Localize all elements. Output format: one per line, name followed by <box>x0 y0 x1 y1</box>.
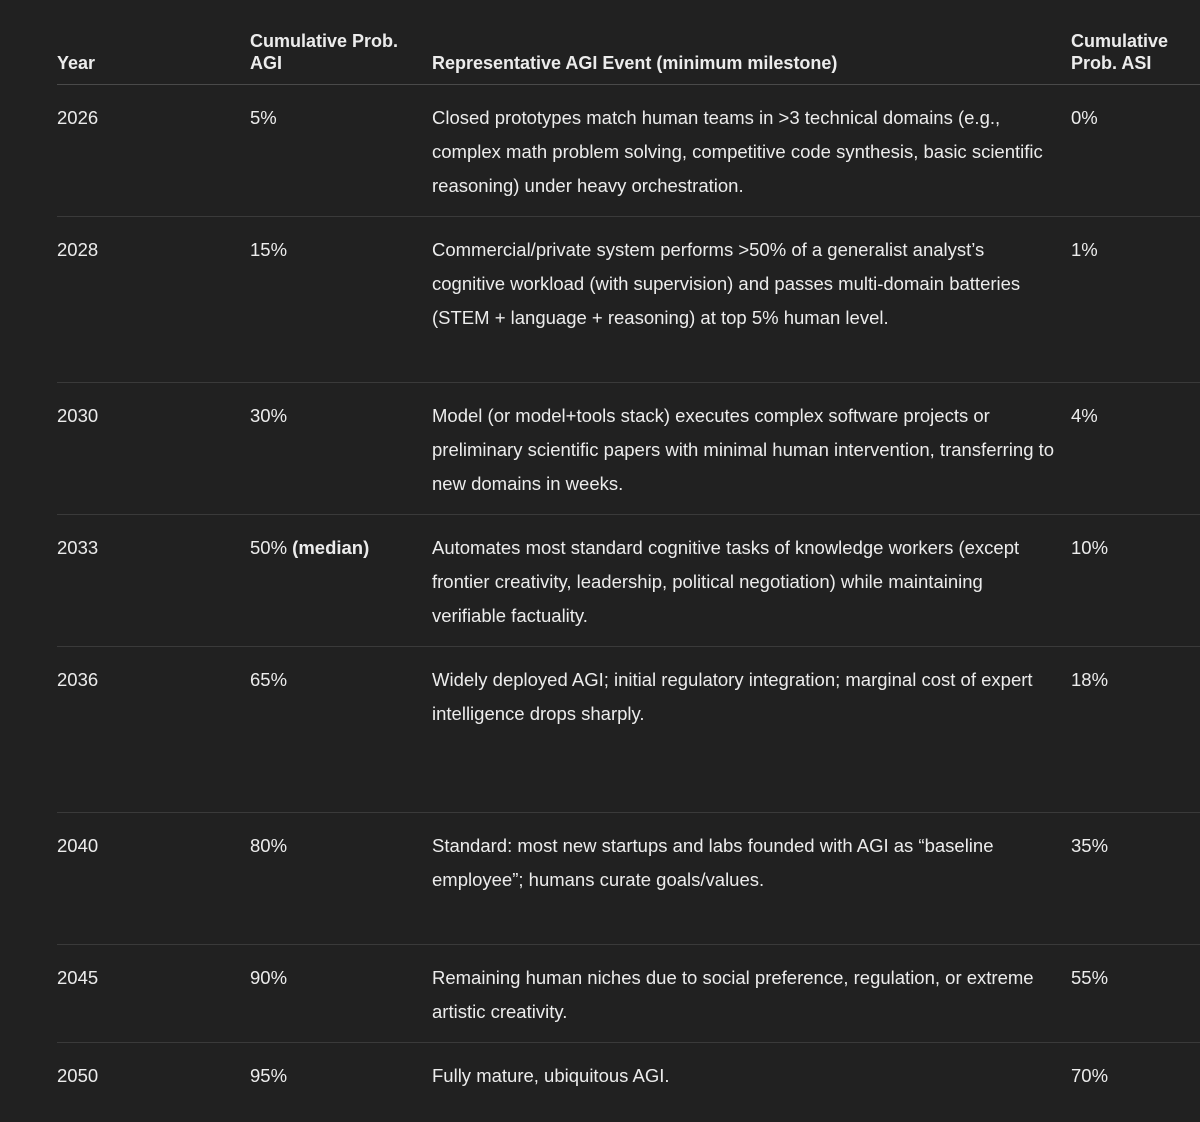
cell-prob-asi: 4% <box>1071 383 1200 515</box>
cell-event: Closed prototypes match human teams in >3 technical domains (e.g., complex math problem solving, competitive code synthesis, basic scientific reasoning) under heavy orchestration. <box>432 85 1071 217</box>
table-row <box>57 383 1200 515</box>
cell-prob-asi: 35% <box>1071 813 1200 945</box>
table-row <box>57 647 1200 813</box>
cell-event: Model (or model+tools stack) executes complex software projects or preliminary scientific papers with minimal human intervention, transferring to new domains in weeks. <box>432 383 1071 515</box>
table-row <box>57 945 1200 1043</box>
table-row <box>57 217 1200 383</box>
prob-agi-note: (median) <box>292 537 370 558</box>
cell-year: 2030 <box>57 383 250 515</box>
cell-prob-agi <box>250 217 432 383</box>
cell-prob-asi: 55% <box>1071 945 1200 1043</box>
prob-agi-value: 30% <box>250 405 288 426</box>
prob-agi-value: 5% <box>250 107 277 128</box>
table-body <box>57 85 1200 1119</box>
cell-prob-agi <box>250 945 432 1043</box>
header-cumulative-prob-agi: Cumulative Prob. AGI <box>250 30 432 85</box>
table-row <box>57 813 1200 945</box>
table-row <box>57 515 1200 647</box>
cell-year: 2045 <box>57 945 250 1043</box>
cell-year: 2036 <box>57 647 250 813</box>
agi-forecast-table <box>57 30 1200 1119</box>
header-representative-event: Representative AGI Event (minimum milestone) <box>432 30 1071 85</box>
cell-prob-agi <box>250 1043 432 1119</box>
cell-prob-agi <box>250 515 432 647</box>
cell-prob-agi <box>250 647 432 813</box>
table-row <box>57 1043 1200 1119</box>
cell-prob-asi: 1% <box>1071 217 1200 383</box>
cell-prob-agi <box>250 813 432 945</box>
prob-agi-value: 80% <box>250 835 288 856</box>
table-header <box>57 30 1200 85</box>
cell-prob-agi <box>250 85 432 217</box>
prob-agi-value: 15% <box>250 239 288 260</box>
cell-year: 2026 <box>57 85 250 217</box>
header-year: Year <box>57 30 250 85</box>
prob-agi-value: 65% <box>250 669 288 690</box>
cell-event: Commercial/private system performs >50% of a generalist analyst’s cognitive workload (with supervision) and passes multi-domain batteries (STEM + language + reasoning) at top 5% human level. <box>432 217 1071 383</box>
cell-event: Remaining human niches due to social preference, regulation, or extreme artistic creativity. <box>432 945 1071 1043</box>
cell-prob-agi <box>250 383 432 515</box>
cell-prob-asi: 70% <box>1071 1065 1109 1086</box>
prob-agi-value: 90% <box>250 967 288 988</box>
cell-year: 2050 <box>57 1065 99 1086</box>
cell-prob-asi: 0% <box>1071 85 1200 217</box>
cell-year: 2033 <box>57 515 250 647</box>
cell-year: 2040 <box>57 813 250 945</box>
cell-year: 2028 <box>57 217 250 383</box>
cell-prob-asi: 10% <box>1071 515 1200 647</box>
cell-event: Standard: most new startups and labs founded with AGI as “baseline employee”; humans curate goals/values. <box>432 813 1071 945</box>
prob-agi-value: 50% <box>250 537 288 558</box>
cell-event: Automates most standard cognitive tasks of knowledge workers (except frontier creativity, leadership, political negotiation) while maintaining verifiable factuality. <box>432 515 1071 647</box>
prob-agi-value: 95% <box>250 1065 288 1086</box>
cell-prob-asi: 18% <box>1071 647 1200 813</box>
table-row <box>57 85 1200 217</box>
cell-event: Fully mature, ubiquitous AGI. <box>432 1065 670 1086</box>
header-cumulative-prob-asi: Cumulative Prob. ASI <box>1071 30 1200 85</box>
cell-event: Widely deployed AGI; initial regulatory integration; marginal cost of expert intelligence drops sharply. <box>432 647 1071 813</box>
